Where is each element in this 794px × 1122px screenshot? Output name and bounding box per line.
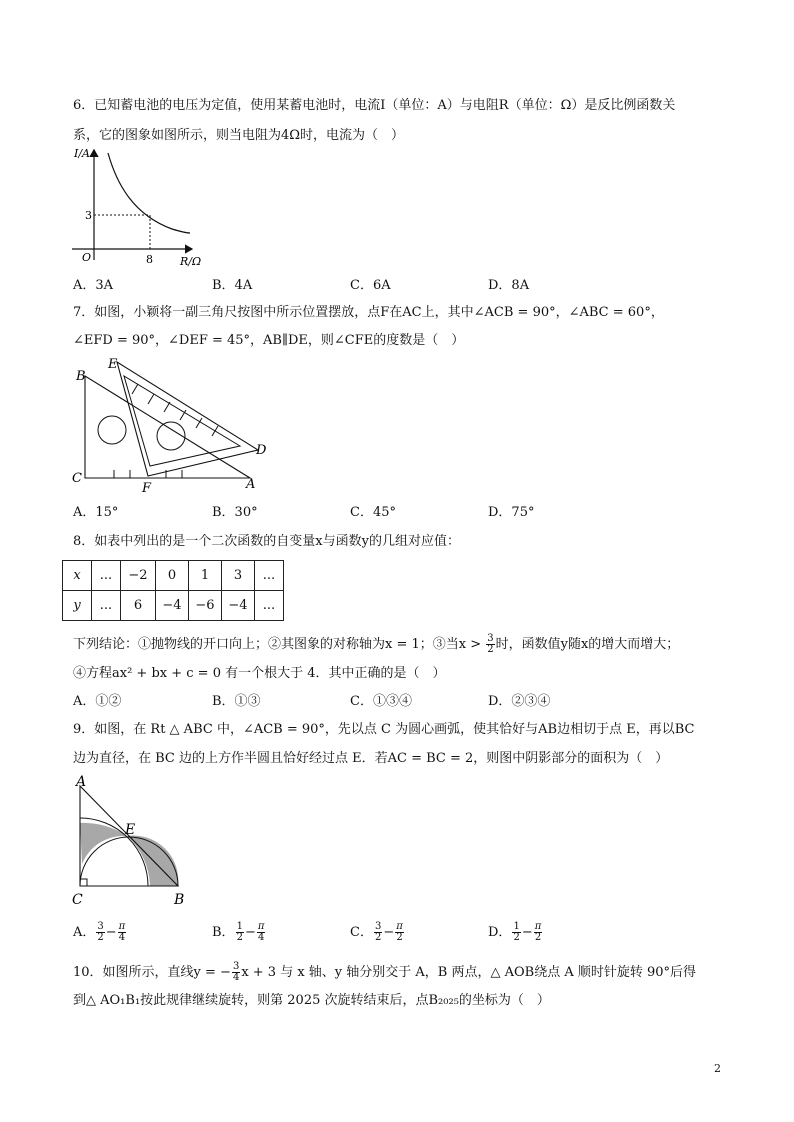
table-row — [63, 591, 284, 621]
q6-y-tick: 3 — [85, 209, 92, 222]
frac-den: 2 — [97, 932, 104, 943]
q9-stem-line2: 边为直径，在 BC 边的上方作半圆且恰好经过点 E．若AC = BC = 2，则图中阴影部分的面积为（ ） — [73, 751, 669, 766]
q9-figure — [70, 776, 190, 912]
q7-option-b: B．30° — [212, 505, 258, 520]
frac-num: 3 — [97, 921, 104, 932]
q6-origin-label: O — [82, 251, 92, 264]
q9-option-a-op: − — [105, 925, 117, 940]
q9-option-b — [212, 922, 266, 943]
table-cell: ... — [255, 561, 284, 591]
q10-frac-den: 4 — [232, 972, 240, 983]
q9-option-a-label: A． — [73, 925, 96, 940]
q7-triangle-abc — [85, 376, 250, 478]
q9-option-c-label: C． — [350, 925, 373, 940]
q9-stem-line1: 9．如图，在 Rt △ ABC 中，∠ACB = 90°，先以点 C 为圆心画弧，使其恰好与AB边相切于点 E，再以BC — [73, 722, 695, 737]
q6-stem-line2: 系，它的图象如图所示，则当电阻为4Ω时，电流为（ ） — [73, 128, 405, 143]
frac-num: π — [118, 921, 126, 932]
frac-num: 3 — [374, 921, 382, 932]
frac-num: 1 — [513, 921, 520, 932]
q10-stem-line2: 到△ AO₁B₁按此规律继续旋转，则第 2025 次旋转结束后，点B₂₀₂₅的坐标为（ ） — [73, 993, 550, 1008]
q7-label-a: A — [246, 477, 256, 492]
q9-option-c-frac2 — [395, 922, 404, 943]
q8-line2-end: 时，函数值y随x的增大而增大； — [495, 637, 680, 652]
q9-option-d-frac1 — [512, 922, 520, 943]
frac-num: 1 — [236, 921, 243, 932]
q9-option-d-op: − — [521, 925, 533, 940]
q10-frac-num: 3 — [232, 961, 240, 972]
frac-num: π — [396, 921, 403, 932]
q6-x-tick: 8 — [146, 253, 153, 266]
q8-stem-line2 — [73, 634, 679, 655]
q10-stem-line1 — [73, 962, 696, 983]
q9-option-c-op: − — [383, 925, 395, 940]
table-cell: −4 — [222, 591, 255, 621]
q9-option-a-frac1 — [96, 922, 104, 943]
q9-option-b-op: − — [244, 925, 256, 940]
q9-label-e: E — [125, 822, 136, 838]
table-cell: −2 — [121, 561, 156, 591]
q9-option-c-frac1 — [374, 922, 382, 943]
q6-y-label: I/A — [74, 147, 90, 160]
q7-label-b: B — [76, 369, 86, 384]
q7-triangle-efd — [117, 362, 258, 476]
q10-line1-end: x + 3 与 x 轴、y 轴分别交于 A，B 两点，△ AOB绕点 A 顺时针旋转 90°后得 — [241, 965, 697, 980]
q9-option-a — [73, 922, 127, 943]
q7-figure — [70, 357, 270, 496]
q8-stem-line3: ④方程ax² + bx + c = 0 有一个根大于 4．其中正确的是（ ） — [73, 666, 446, 681]
frac-num: π — [534, 921, 542, 932]
frac-den: 2 — [513, 932, 520, 943]
table-cell: −6 — [189, 591, 222, 621]
table-cell: −4 — [156, 591, 189, 621]
q8-option-b: B．①③ — [212, 694, 261, 709]
q7-label-f: F — [142, 481, 152, 496]
q8-option-d: D．②③④ — [488, 694, 551, 709]
q10-line1-start: 10．如图所示，直线y = − — [73, 965, 231, 980]
q6-stem-line1: 6．已知蓄电池的电压为定值，使用某蓄电池时，电流I（单位：A）与电阻R（单位：Ω）是反比例函数关 — [73, 98, 676, 113]
q7-stem-line2: ∠EFD = 90°，∠DEF = 45°，AB∥DE，则∠CFE的度数是（ ） — [73, 333, 465, 348]
q6-curve — [108, 153, 190, 233]
q6-x-label: R/Ω — [180, 255, 202, 268]
q7-stem-line1: 7．如图，小颖将一副三角尺按图中所示位置摆放，点F在AC上，其中∠ACB = 90°，∠ABC = 60°， — [73, 305, 664, 320]
q6-graph — [72, 145, 212, 270]
table-row — [63, 561, 284, 591]
q7-hole-left — [98, 416, 126, 444]
q9-option-b-frac1 — [236, 922, 244, 943]
q8-line2-start: 下列结论：①抛物线的开口向上；②其图象的对称轴为x = 1；③当x > — [73, 637, 486, 652]
q9-option-a-frac2 — [118, 922, 127, 943]
q6-option-c: C．6A — [350, 278, 391, 293]
q9-label-a: A — [76, 774, 87, 790]
q9-option-d-frac2 — [534, 922, 543, 943]
q6-option-a: A．3A — [73, 278, 114, 293]
q7-label-c: C — [72, 471, 82, 486]
q7-option-d: D．75° — [488, 505, 535, 520]
q8-frac-num: 3 — [487, 633, 494, 644]
table-cell: 0 — [156, 561, 189, 591]
frac-num: π — [257, 921, 265, 932]
frac-den: 4 — [257, 932, 265, 943]
q10-fraction — [232, 962, 240, 983]
q9-label-c: C — [72, 892, 83, 908]
q7-hole-right — [157, 422, 185, 450]
q8-fraction — [486, 634, 494, 655]
q9-option-d-label: D． — [488, 925, 512, 940]
frac-den: 2 — [374, 932, 382, 943]
q9-option-b-label: B． — [212, 925, 235, 940]
q9-label-b: B — [174, 892, 185, 908]
q9-option-d — [488, 922, 543, 943]
q9-option-c — [350, 922, 405, 943]
frac-den: 4 — [118, 932, 126, 943]
table-cell: 6 — [121, 591, 156, 621]
table-cell: ... — [92, 561, 121, 591]
q7-label-e: E — [108, 357, 118, 372]
q9-option-b-frac2 — [257, 922, 266, 943]
q8-option-a: A．①② — [73, 694, 122, 709]
q6-option-d: D．8A — [488, 278, 530, 293]
table-cell: ... — [255, 591, 284, 621]
table-cell: 3 — [222, 561, 255, 591]
q7-option-a: A．15° — [73, 505, 119, 520]
q8-option-c: C．①③④ — [350, 694, 412, 709]
frac-den: 2 — [396, 932, 403, 943]
table-cell: y — [63, 591, 92, 621]
page-number: 2 — [714, 1062, 721, 1075]
frac-den: 2 — [534, 932, 542, 943]
q7-label-d: D — [256, 443, 267, 458]
q8-stem-line1: 8．如表中列出的是一个二次函数的自变量x与函数y的几组对应值： — [73, 534, 460, 549]
table-cell: 1 — [189, 561, 222, 591]
table-cell: x — [63, 561, 92, 591]
table-cell: ... — [92, 591, 121, 621]
q8-frac-den: 2 — [487, 644, 494, 655]
q8-value-table — [62, 560, 284, 621]
q6-option-b: B．4A — [212, 278, 253, 293]
frac-den: 2 — [236, 932, 243, 943]
q7-option-c: C．45° — [350, 505, 396, 520]
